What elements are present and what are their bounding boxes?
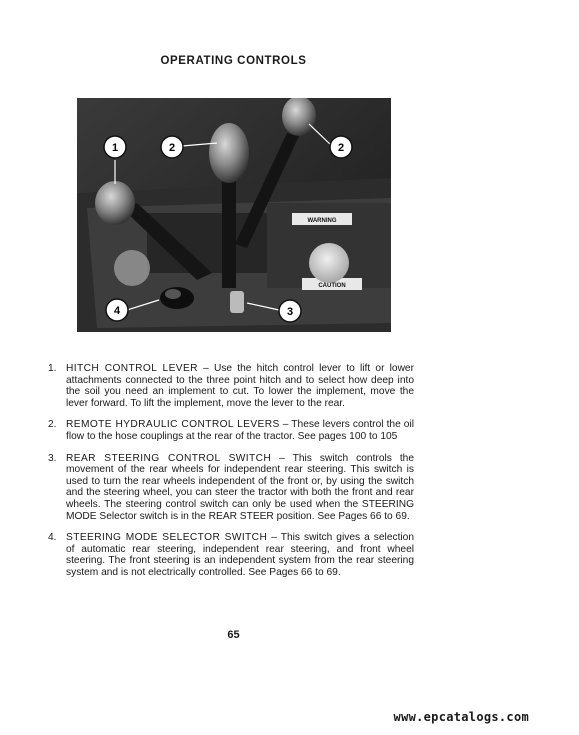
callout-2a-label: 2 <box>168 142 176 154</box>
page-title: OPERATING CONTROLS <box>160 55 307 67</box>
item-text: – These levers control the oil flow to the hose couplings at the rear of the tractor. See pages 100 to 105 <box>66 419 414 442</box>
item-heading: REAR STEERING CONTROL SWITCH <box>66 452 272 464</box>
list-item <box>48 453 414 523</box>
list-item <box>48 532 414 578</box>
page-number: 65 <box>227 629 240 641</box>
footer-url-link[interactable]: www.epcatalogs.com <box>393 710 529 724</box>
callout-3 <box>279 300 301 322</box>
gauge-disc <box>309 243 349 283</box>
operating-controls-photo <box>77 98 391 332</box>
item-text: – This switch gives a selection of automatic rear steering, independent rear steering, and front wheel steering. The front steering is an independent system from the rear steering system and is not electrically controlled. See Pages 66 to 69. <box>66 532 414 578</box>
callout-3-label: 3 <box>286 306 294 318</box>
caution-decal-text: CAUTION <box>318 283 346 289</box>
callout-1 <box>104 136 126 158</box>
list-item <box>48 419 414 442</box>
callout-2b-label: 2 <box>337 142 345 154</box>
rear-steering-switch <box>230 291 244 313</box>
item-text: – This switch controls the movement of the rear wheels for independent rear steering. This switch is used to turn the rear wheels independent of the front or, by using the switch and the steering wheel, you can steer the tractor with both the front and rear wheels. The steering control switch can only be used when the STEERING MODE Selector switch is in the REAR STEER position. See Pages 66 to 69. <box>66 452 414 522</box>
list-item <box>48 363 414 409</box>
hitch-lever-knob <box>95 181 135 225</box>
item-heading: HITCH CONTROL LEVER <box>66 363 198 374</box>
callout-2b <box>330 136 352 158</box>
controls-illustration <box>77 98 391 332</box>
item-number: 3. <box>48 452 57 464</box>
controls-list <box>48 363 414 589</box>
remote-lever-knob-1 <box>209 123 249 183</box>
item-text: – Use the hitch control lever to lift or lower attachments connected to the three point hitch and to select how deep into the soil you need an implement to cut. To lower the implement, move the lever forward. To lift the implement, move the lever to the rear. <box>66 363 414 409</box>
callout-1-label: 1 <box>111 142 119 154</box>
callout-2a <box>161 136 183 158</box>
item-heading: REMOTE HYDRAULIC CONTROL LEVERS <box>66 419 280 431</box>
callout-4 <box>106 299 128 321</box>
item-number: 4. <box>48 532 57 544</box>
item-number: 1. <box>48 363 57 374</box>
warning-decal-text: WARNING <box>307 218 337 224</box>
item-heading: STEERING MODE SELECTOR SWITCH <box>66 532 268 544</box>
item-number: 2. <box>48 419 57 431</box>
callout-4-label: 4 <box>113 305 121 317</box>
remote-lever-shaft-1 <box>222 178 236 288</box>
